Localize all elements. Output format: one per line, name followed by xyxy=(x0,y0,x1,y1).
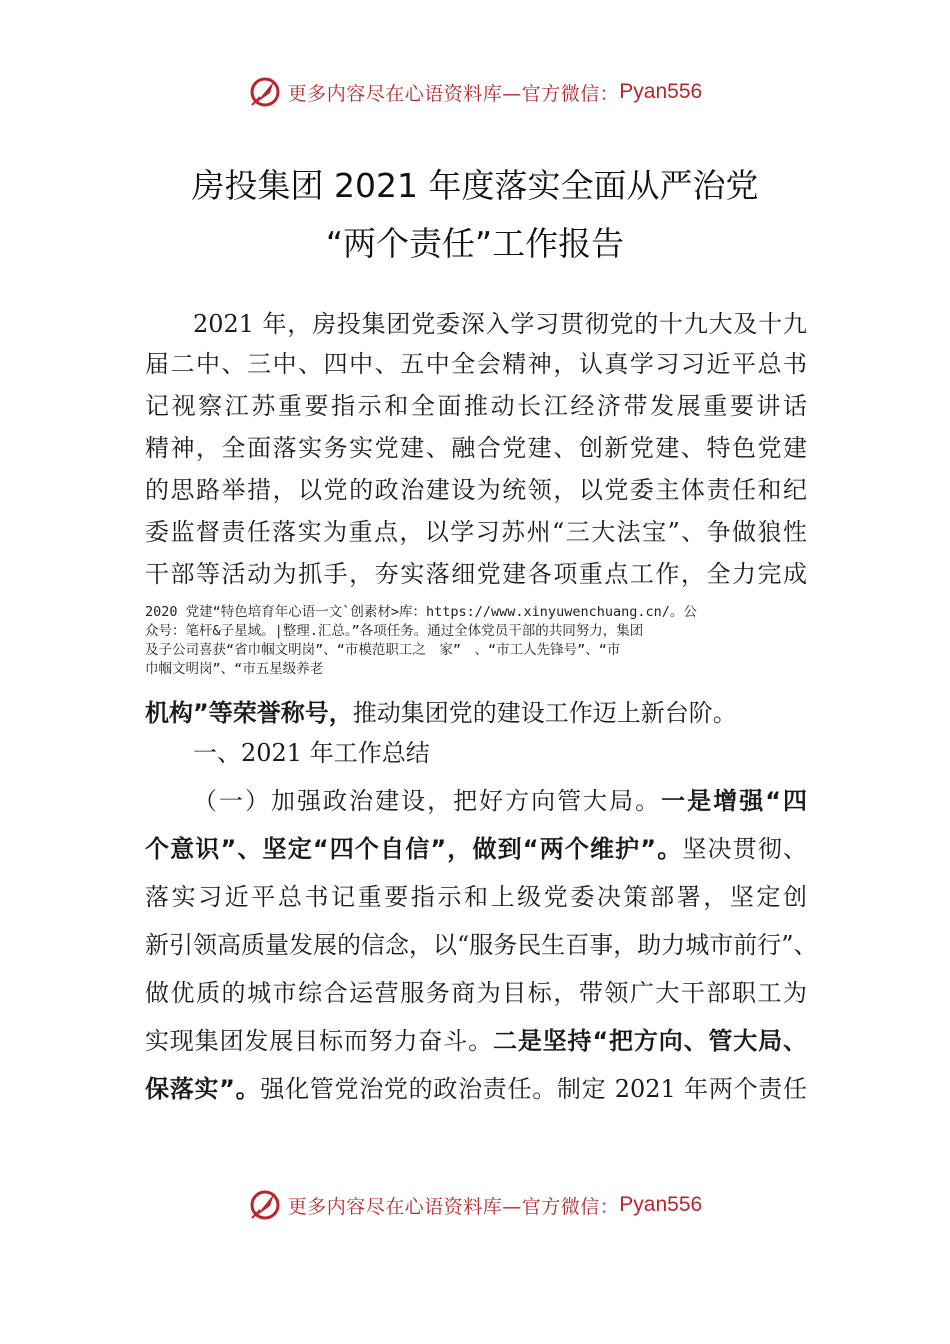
bold-phrase: 机构”等荣誉称号， xyxy=(145,699,353,727)
paragraph-line xyxy=(145,1072,807,1106)
bold-phrase: 二是坚持“把方向、管大局、 xyxy=(492,1027,807,1055)
plain-phrase: （一）加强政治建设，把好方向管大局。 xyxy=(193,787,662,815)
paragraph-line xyxy=(193,784,807,818)
paragraph-line xyxy=(145,696,807,730)
plain-phrase: 实现集团发展目标而努力奋斗。 xyxy=(145,1027,493,1055)
bold-phrase: 一是增强“四 xyxy=(661,787,807,815)
paragraph-line: 2021 年，房投集团党委深入学习贯彻党的十九大及十九 xyxy=(193,310,807,338)
watermark-id: Pyan556 xyxy=(619,1193,703,1216)
watermark-banner-bottom xyxy=(0,1185,950,1225)
watermark-id: Pyan556 xyxy=(619,80,703,103)
quill-logo-icon xyxy=(248,1188,282,1222)
plain-phrase: 强化管党治党的政治责任。制定 2021 年两个责任 xyxy=(260,1075,807,1103)
quill-logo-icon xyxy=(248,75,282,109)
bold-phrase: 个意识”、坚定“四个自信”，做到“两个维护”。 xyxy=(145,835,683,863)
paragraph-line: 精神，全面落实务实党建、融合党建、创新党建、特色党建 xyxy=(145,434,807,462)
paragraph-line: 落实习近平总书记重要指示和上级党委决策部署，坚定创 xyxy=(145,883,807,911)
document-title-line1: 房投集团 2021 年度落实全面从严治党 xyxy=(191,166,759,205)
inserted-small-text-line: 2020 党建“特色培育年心语一文`创素材>库：https://www.xinyuwenchuang.cn/。公 xyxy=(145,604,697,620)
paragraph-line: 届二中、三中、四中、五中全会精神，认真学习习近平总书 xyxy=(145,350,807,378)
plain-phrase: 推动集团党的建设工作迈上新台阶。 xyxy=(352,699,737,727)
paragraph-line: 的思路举措，以党的政治建设为统领，以党委主体责任和纪 xyxy=(145,476,807,504)
inserted-small-text-line: 巾帼文明岗”、“市五星级养老 xyxy=(145,661,324,677)
inserted-small-text-line: 及子公司喜获“省巾帼文明岗”、“市模范职工之 家” 、“市工人先锋号”、“市 xyxy=(145,642,621,658)
watermark-banner-top xyxy=(0,72,950,112)
watermark-text: 更多内容尽在心语资料库—官方微信： xyxy=(287,1195,620,1218)
paragraph-line: 干部等活动为抓手，夯实落细党建各项重点工作，全力完成 xyxy=(145,560,807,588)
paragraph-line xyxy=(145,1024,807,1058)
paragraph-line: 做优质的城市综合运营服务商为目标，带领广大干部职工为 xyxy=(145,979,807,1007)
document-title-line2: “两个责任”工作报告 xyxy=(325,224,625,263)
paragraph-line: 委监督责任落实为重点，以学习苏州“三大法宝”、争做狼性 xyxy=(145,518,807,546)
inserted-small-text-line: 众号：笔杆&子星域。|整理.汇总。”各项任务。通过全体党员干部的共同努力，集团 xyxy=(145,623,644,639)
watermark-text: 更多内容尽在心语资料库—官方微信： xyxy=(287,82,620,105)
bold-phrase: 保落实”。 xyxy=(145,1075,261,1103)
paragraph-line: 新引领高质量发展的信念，以“服务民生百事，助力城市前行”、 xyxy=(145,931,818,959)
plain-phrase: 坚决贯彻、 xyxy=(682,835,808,863)
paragraph-line xyxy=(145,832,807,866)
section-heading: 一、2021 年工作总结 xyxy=(193,739,430,767)
paragraph-line: 记视察江苏重要指示和全面推动长江经济带发展重要讲话 xyxy=(145,392,807,420)
